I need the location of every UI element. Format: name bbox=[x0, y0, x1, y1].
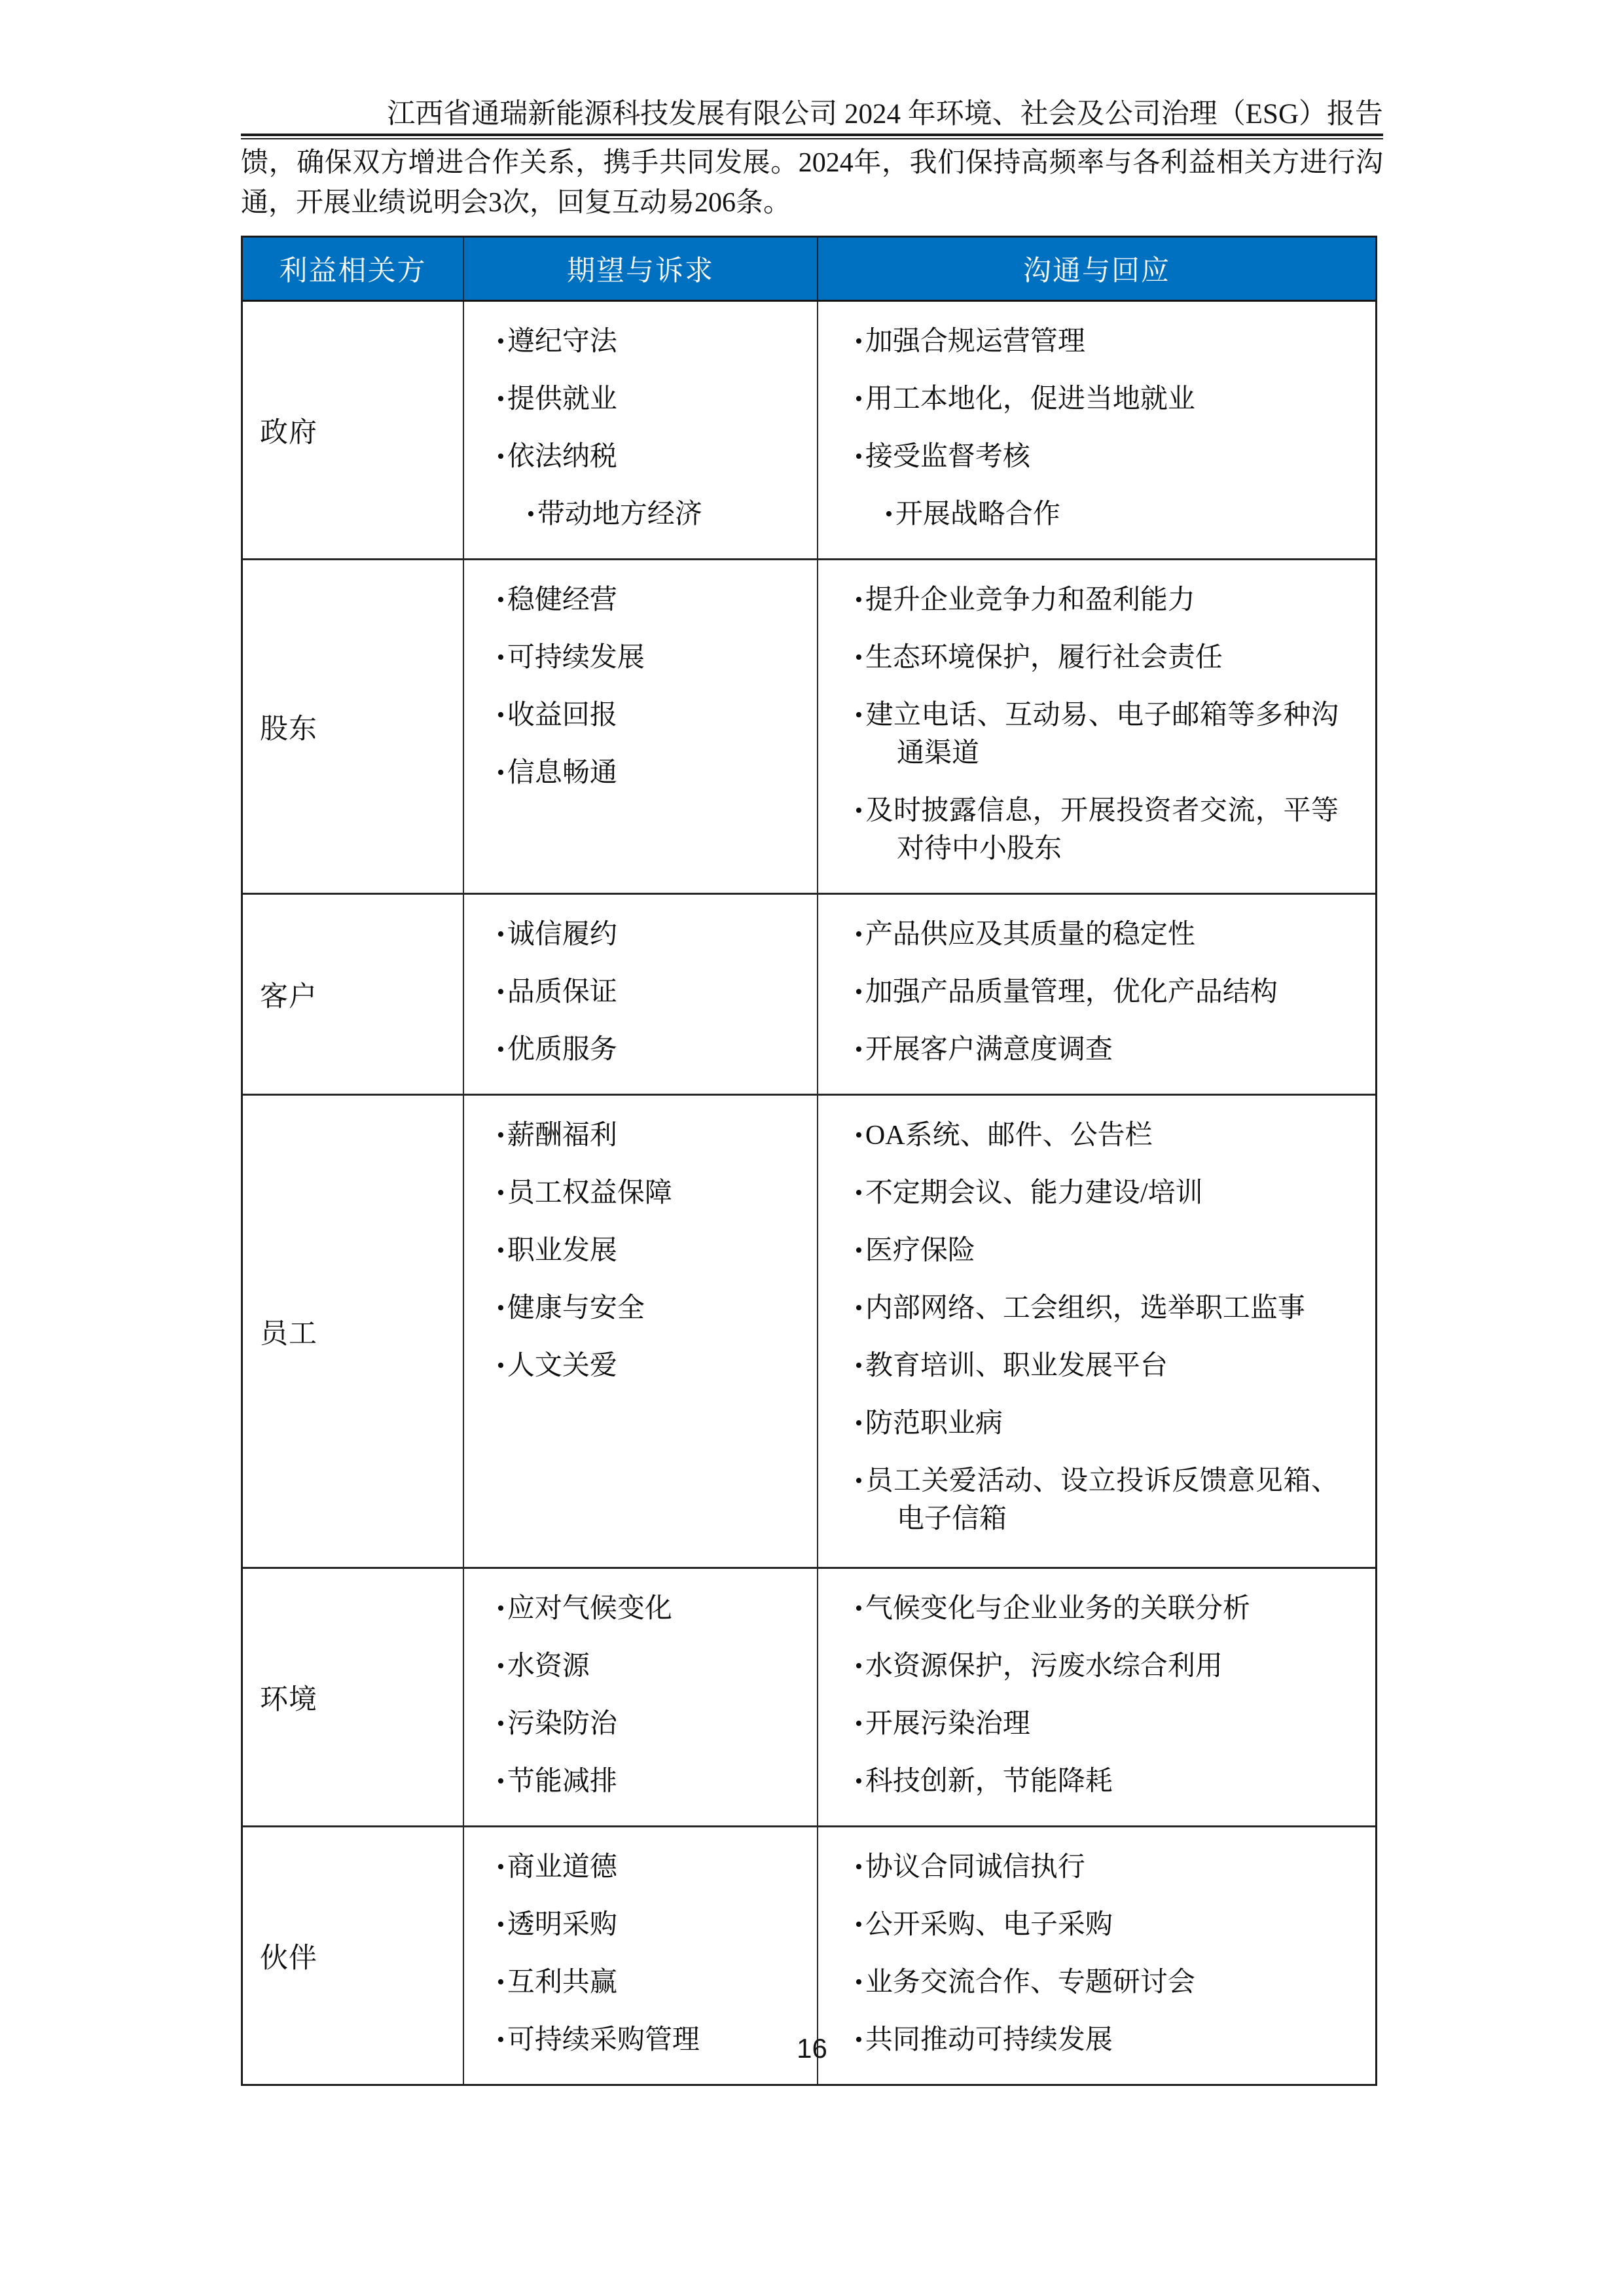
list-item bbox=[855, 323, 1339, 361]
bullet-icon: • bbox=[497, 1654, 505, 1678]
bullet-icon: • bbox=[497, 1123, 505, 1147]
bullet-icon: • bbox=[497, 761, 505, 785]
list-item bbox=[497, 973, 801, 1011]
list-item bbox=[855, 639, 1339, 677]
bullet-icon: • bbox=[497, 1712, 505, 1736]
list-item bbox=[855, 1848, 1339, 1886]
header-rule bbox=[241, 134, 1383, 139]
stakeholder-label: 员工 bbox=[260, 1318, 317, 1350]
list-item bbox=[885, 495, 1339, 533]
communication-cell bbox=[817, 302, 1375, 558]
list-item bbox=[855, 696, 1339, 772]
bullet-icon: • bbox=[855, 1769, 863, 1793]
table-row bbox=[243, 893, 1375, 1094]
list-item bbox=[855, 1705, 1339, 1743]
stakeholder-label: 伙伴 bbox=[260, 1943, 317, 1974]
list-item-text: 薪酬福利 bbox=[507, 1121, 617, 1151]
list-item-text: 开展客户满意度调查 bbox=[865, 1035, 1113, 1065]
list-item-text: 收益回报 bbox=[507, 700, 617, 730]
stakeholder-cell bbox=[243, 1569, 463, 1825]
list-item bbox=[497, 696, 801, 734]
bullet-icon: • bbox=[497, 1855, 505, 1879]
bullet-icon: • bbox=[497, 645, 505, 670]
list-item-text: 品质保证 bbox=[507, 977, 617, 1007]
list-item bbox=[497, 916, 801, 954]
bullet-icon: • bbox=[497, 588, 505, 612]
list-item bbox=[497, 581, 801, 619]
page-number: 16 bbox=[797, 2033, 827, 2064]
table-row bbox=[243, 302, 1375, 558]
list-item-text: 加强合规运营管理 bbox=[865, 327, 1085, 357]
list-item-text: 共同推动可持续发展 bbox=[865, 2025, 1113, 2055]
list-item bbox=[855, 792, 1339, 868]
bullet-icon: • bbox=[497, 1912, 505, 1937]
stakeholder-cell bbox=[243, 302, 463, 558]
stakeholder-table bbox=[241, 236, 1377, 2086]
stakeholder-label: 环境 bbox=[260, 1684, 317, 1715]
bullet-icon: • bbox=[497, 922, 505, 946]
list-item-text: 教育培训、职业发展平台 bbox=[865, 1351, 1168, 1381]
bullet-icon: • bbox=[497, 980, 505, 1004]
list-item bbox=[855, 1647, 1339, 1685]
list-item-text: 公开采购、电子采购 bbox=[865, 1910, 1113, 1940]
list-item-text: 医疗保险 bbox=[865, 1236, 975, 1266]
communication-cell bbox=[817, 1096, 1375, 1567]
list-item bbox=[497, 754, 801, 792]
list-item-text: 应对气候变化 bbox=[507, 1594, 672, 1624]
bullet-icon: • bbox=[497, 1238, 505, 1263]
bullet-icon: • bbox=[497, 329, 505, 353]
list-item bbox=[497, 1705, 801, 1743]
table-body bbox=[243, 302, 1375, 2084]
list-item-text: 互利共赢 bbox=[507, 1967, 617, 1998]
list-item bbox=[855, 438, 1339, 476]
list-item-text: 诚信履约 bbox=[507, 920, 617, 950]
list-item-text: 防范职业病 bbox=[865, 1408, 1003, 1439]
bullet-icon: • bbox=[527, 502, 535, 526]
list-item-text: 透明采购 bbox=[507, 1910, 617, 1940]
bullet-icon: • bbox=[855, 588, 863, 612]
list-item bbox=[855, 581, 1339, 619]
list-item bbox=[855, 1031, 1339, 1069]
list-item bbox=[527, 495, 801, 533]
list-item bbox=[855, 1117, 1339, 1155]
list-item-text: 业务交流合作、专题研讨会 bbox=[865, 1967, 1195, 1998]
list-item-text: 建立电话、互动易、电子邮箱等多种沟通渠道 bbox=[865, 700, 1339, 768]
expectations-cell bbox=[463, 1096, 817, 1567]
list-item bbox=[855, 1347, 1339, 1385]
list-item-text: 水资源保护，污废水综合利用 bbox=[865, 1651, 1223, 1681]
bullet-icon: • bbox=[855, 798, 863, 823]
bullet-icon: • bbox=[855, 1970, 863, 1994]
stakeholder-cell bbox=[243, 895, 463, 1094]
list-item bbox=[497, 1232, 801, 1270]
list-item-text: 职业发展 bbox=[507, 1236, 617, 1266]
list-item bbox=[855, 973, 1339, 1011]
list-item-text: 接受监督考核 bbox=[865, 442, 1030, 472]
list-item bbox=[497, 1647, 801, 1685]
list-item bbox=[497, 1763, 801, 1801]
bullet-icon: • bbox=[497, 2028, 505, 2052]
list-item-text: OA系统、邮件、公告栏 bbox=[865, 1121, 1153, 1151]
table-row bbox=[243, 1094, 1375, 1567]
page-header-title: 江西省通瑞新能源科技发展有限公司 2024 年环境、社会及公司治理（ESG）报告 bbox=[387, 99, 1383, 130]
list-item-text: 节能减排 bbox=[507, 1767, 617, 1797]
list-item-text: 遵纪守法 bbox=[507, 327, 617, 357]
bullet-icon: • bbox=[855, 1411, 863, 1435]
list-item-text: 商业道德 bbox=[507, 1852, 617, 1882]
list-item bbox=[855, 1174, 1339, 1212]
list-item bbox=[497, 380, 801, 418]
list-item-text: 产品供应及其质量的稳定性 bbox=[865, 920, 1195, 950]
list-item bbox=[855, 380, 1339, 418]
bullet-icon: • bbox=[855, 1469, 863, 1493]
list-item bbox=[497, 1590, 801, 1628]
list-item-text: 提升企业竞争力和盈利能力 bbox=[865, 585, 1195, 615]
column-header-stakeholder: 利益相关方 bbox=[279, 256, 427, 287]
list-item-text: 员工关爱活动、设立投诉反馈意见箱、电子信箱 bbox=[865, 1466, 1339, 1534]
list-item-text: 污染防治 bbox=[507, 1709, 617, 1739]
list-item bbox=[855, 1289, 1339, 1327]
communication-cell bbox=[817, 895, 1375, 1094]
expectations-cell bbox=[463, 895, 817, 1094]
list-item-text: 水资源 bbox=[507, 1651, 590, 1681]
stakeholder-label: 股东 bbox=[260, 713, 317, 745]
stakeholder-cell bbox=[243, 560, 463, 893]
list-item bbox=[497, 438, 801, 476]
bullet-icon: • bbox=[855, 444, 863, 469]
list-item-text: 协议合同诚信执行 bbox=[865, 1852, 1085, 1882]
bullet-icon: • bbox=[855, 1596, 863, 1621]
list-item bbox=[497, 639, 801, 677]
list-item-text: 稳健经营 bbox=[507, 585, 617, 615]
column-header-expectations: 期望与诉求 bbox=[463, 238, 817, 300]
list-item bbox=[497, 1174, 801, 1212]
list-item bbox=[497, 1117, 801, 1155]
list-item-text: 及时披露信息，开展投资者交流，平等对待中小股东 bbox=[865, 796, 1339, 864]
list-item-text: 优质服务 bbox=[507, 1035, 617, 1065]
table-row bbox=[243, 1567, 1375, 1825]
list-item bbox=[855, 1590, 1339, 1628]
list-item bbox=[497, 1347, 801, 1385]
bullet-icon: • bbox=[855, 1181, 863, 1205]
bullet-icon: • bbox=[497, 1769, 505, 1793]
stakeholder-label: 客户 bbox=[260, 981, 317, 1013]
list-item-text: 可持续发展 bbox=[507, 643, 645, 673]
bullet-icon: • bbox=[855, 1654, 863, 1678]
list-item bbox=[855, 1405, 1339, 1443]
intro-paragraph: 馈，确保双方增进合作关系，携手共同发展。2024年，我们保持高频率与各利益相关方进行沟通，开展业绩说明会3次，回复互动易206条。 bbox=[241, 148, 1383, 218]
bullet-icon: • bbox=[855, 980, 863, 1004]
list-item bbox=[855, 1906, 1339, 1944]
bullet-icon: • bbox=[855, 329, 863, 353]
list-item-text: 依法纳税 bbox=[507, 442, 617, 472]
communication-cell bbox=[817, 1569, 1375, 1825]
list-item-text: 加强产品质量管理，优化产品结构 bbox=[865, 977, 1278, 1007]
bullet-icon: • bbox=[855, 1296, 863, 1320]
bullet-icon: • bbox=[855, 922, 863, 946]
list-item bbox=[855, 1462, 1339, 1538]
list-item-text: 开展战略合作 bbox=[895, 499, 1060, 529]
bullet-icon: • bbox=[497, 444, 505, 469]
bullet-icon: • bbox=[855, 645, 863, 670]
list-item-text: 科技创新，节能降耗 bbox=[865, 1767, 1113, 1797]
list-item-text: 人文关爱 bbox=[507, 1351, 617, 1381]
list-item bbox=[497, 1031, 801, 1069]
bullet-icon: • bbox=[855, 2028, 863, 2052]
bullet-icon: • bbox=[855, 703, 863, 727]
bullet-icon: • bbox=[497, 1970, 505, 1994]
list-item-text: 不定期会议、能力建设/培训 bbox=[865, 1178, 1203, 1208]
list-item bbox=[855, 1964, 1339, 2001]
list-item-text: 健康与安全 bbox=[507, 1293, 645, 1323]
bullet-icon: • bbox=[497, 1354, 505, 1378]
expectations-cell bbox=[463, 560, 817, 893]
list-item-text: 带动地方经济 bbox=[537, 499, 702, 529]
list-item bbox=[497, 1906, 801, 1944]
bullet-icon: • bbox=[855, 1037, 863, 1062]
bullet-icon: • bbox=[497, 1596, 505, 1621]
list-item-text: 提供就业 bbox=[507, 384, 617, 414]
list-item bbox=[497, 323, 801, 361]
bullet-icon: • bbox=[855, 1912, 863, 1937]
bullet-icon: • bbox=[497, 1296, 505, 1320]
bullet-icon: • bbox=[855, 1123, 863, 1147]
table-header-row bbox=[243, 238, 1375, 302]
list-item-text: 内部网络、工会组织，选举职工监事 bbox=[865, 1293, 1305, 1323]
bullet-icon: • bbox=[497, 1181, 505, 1205]
bullet-icon: • bbox=[497, 703, 505, 727]
bullet-icon: • bbox=[855, 1354, 863, 1378]
list-item-text: 用工本地化，促进当地就业 bbox=[865, 384, 1195, 414]
stakeholder-cell bbox=[243, 1096, 463, 1567]
list-item bbox=[855, 916, 1339, 954]
list-item bbox=[497, 1964, 801, 2001]
communication-cell bbox=[817, 560, 1375, 893]
bullet-icon: • bbox=[497, 387, 505, 411]
list-item bbox=[855, 1232, 1339, 1270]
list-item-text: 生态环境保护，履行社会责任 bbox=[865, 643, 1223, 673]
stakeholder-label: 政府 bbox=[260, 417, 317, 448]
expectations-cell bbox=[463, 1569, 817, 1825]
list-item-text: 员工权益保障 bbox=[507, 1178, 672, 1208]
bullet-icon: • bbox=[885, 502, 893, 526]
bullet-icon: • bbox=[497, 1037, 505, 1062]
list-item-text: 信息畅通 bbox=[507, 758, 617, 788]
list-item-text: 开展污染治理 bbox=[865, 1709, 1030, 1739]
list-item bbox=[497, 1848, 801, 1886]
bullet-icon: • bbox=[855, 1855, 863, 1879]
table-row bbox=[243, 558, 1375, 893]
bullet-icon: • bbox=[855, 1712, 863, 1736]
bullet-icon: • bbox=[855, 1238, 863, 1263]
list-item-text: 气候变化与企业业务的关联分析 bbox=[865, 1594, 1250, 1624]
list-item bbox=[855, 1763, 1339, 1801]
list-item-text: 可持续采购管理 bbox=[507, 2025, 700, 2055]
expectations-cell bbox=[463, 302, 817, 558]
column-header-communication: 沟通与回应 bbox=[817, 238, 1375, 300]
list-item bbox=[497, 1289, 801, 1327]
bullet-icon: • bbox=[855, 387, 863, 411]
